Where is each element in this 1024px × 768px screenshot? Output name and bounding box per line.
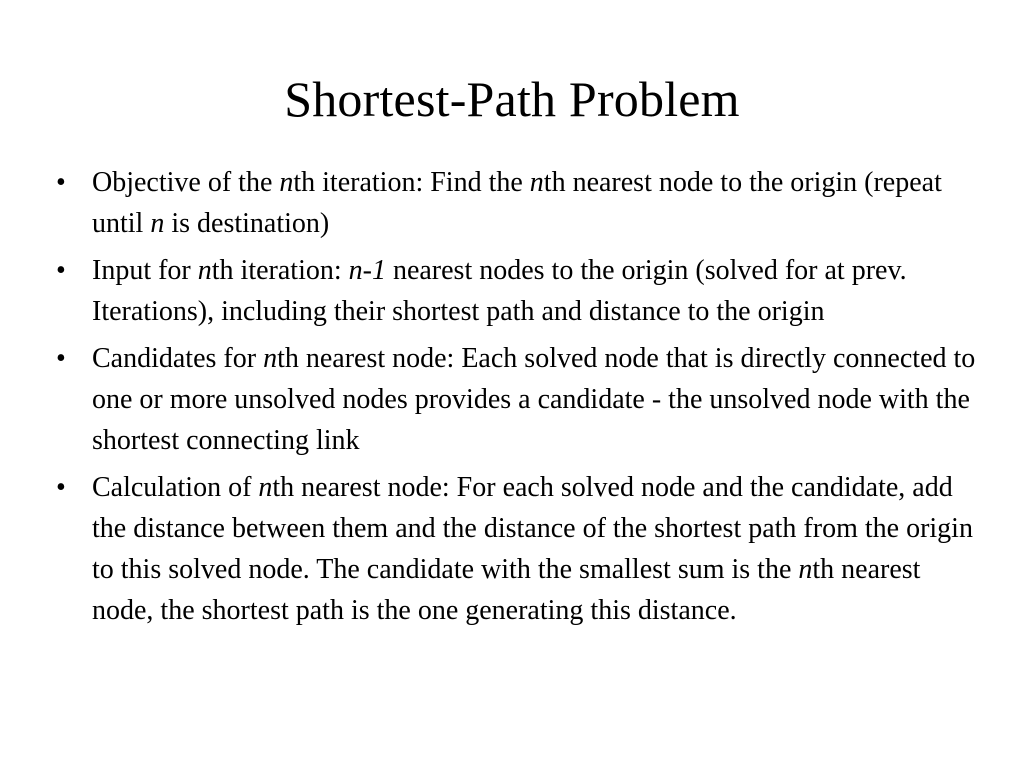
italic-variable: n <box>263 343 278 374</box>
text-run: nearest nodes to the origin (solved for at prev. Iterations), including their shortest path and distance to the origin <box>92 255 907 327</box>
text-run: Calculation of <box>92 472 259 503</box>
bullet-icon: • <box>56 255 66 286</box>
text-run: th nearest node: For each solved node and the candidate, add the distance between them and the distance of the shortest path from the origin to this solved node. The candidate with the smallest sum is the <box>92 472 973 585</box>
text-run: th nearest node: Each solved node that is directly connected to one or more unsolved nodes provides a candidate - the unsolved node with the shortest connecting link <box>92 343 976 456</box>
italic-variable: n <box>529 167 544 198</box>
bullet-text <box>92 255 907 327</box>
text-run: th nearest node to the origin (repeat until <box>92 167 942 239</box>
text-run: th nearest node, the shortest path is the one generating this distance. <box>92 554 921 626</box>
italic-variable: n <box>279 167 294 198</box>
bullet-text <box>92 167 942 239</box>
bullet-objective <box>56 162 986 244</box>
text-run: th iteration: <box>211 255 349 286</box>
bullet-icon: • <box>56 167 66 198</box>
text-run: is destination) <box>164 208 330 239</box>
bullet-icon: • <box>56 343 66 374</box>
italic-variable: n <box>798 554 813 585</box>
bullet-candidates <box>56 338 986 461</box>
bullet-input <box>56 250 986 332</box>
bullet-text <box>92 343 975 456</box>
bullet-list <box>56 162 986 637</box>
text-run: Objective of the <box>92 167 280 198</box>
text-run: Candidates for <box>92 343 264 374</box>
bullet-icon: • <box>56 472 66 503</box>
bullet-calculation <box>56 467 986 631</box>
slide-title: Shortest-Path Problem <box>284 71 740 127</box>
italic-variable: n-1 <box>348 255 386 286</box>
italic-variable: n <box>197 255 212 286</box>
text-run: th iteration: Find the <box>293 167 530 198</box>
bullet-text <box>92 472 973 626</box>
italic-variable: n <box>150 208 165 239</box>
text-run: Input for <box>92 255 198 286</box>
italic-variable: n <box>258 472 273 503</box>
